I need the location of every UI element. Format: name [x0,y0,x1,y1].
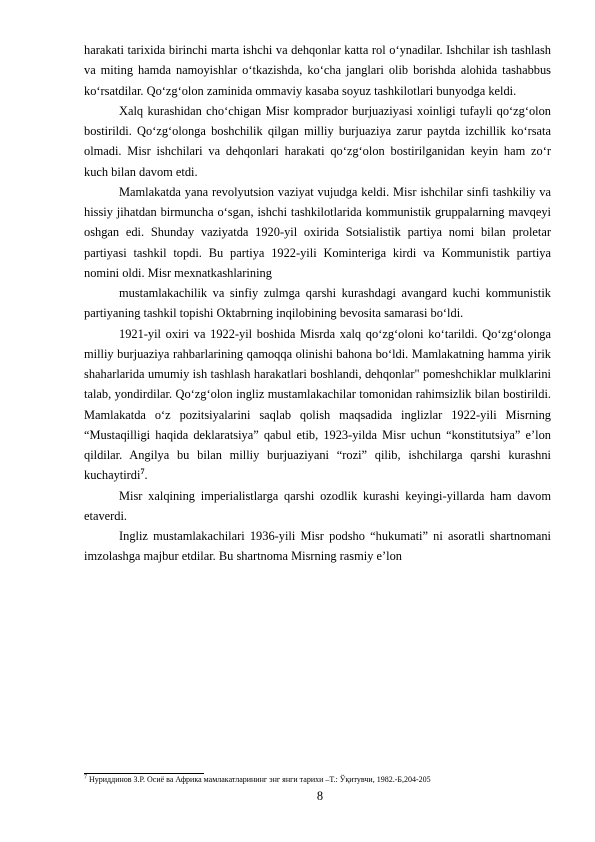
page-number: 8 [316,789,324,803]
footnote-reference: 7 [140,467,145,477]
paragraph-5 [84,324,551,486]
paragraph-1: harakati tarixida birinchi marta ishchi va dehqonlar katta rol o‘ynadilar. Ishchilar ish tashlash va miting hamda namoyishlar o‘tkazishda, ko‘cha janglari olib borishda alohida tashabbus ko‘rsatdilar. Qo‘zg‘olon zaminida ommaviy kasaba soyuz tashkilotlari bunyodga keldi. [84,43,551,98]
paragraph-3: Mamlakatda yana revolyutsion vaziyat vujudga keldi. Misr ishchilar sinfi tashkiliy va hissiy jihatdan birmuncha o‘sgan, ishchi tashkilotlarida kommunistik gruppalarning mavqeyi oshgan edi. Shunday vaziyatda 1920-yil oxirida Sotsialistik partiya nomi bilan proletar partiyasi tashkil topdi. Bu partiya 1922-yili Kominteriga kirdi va Kommunistik partiya nomini oldi. Misr mexnatkashlarining [84,184,551,280]
footnote-mark: 7 [84,774,87,781]
paragraph-4: mustamlakachilik va sinfiy zulmga qarshi kurashdagi avangard kuchi kommunistik partiyaning tashkil topishi Oktabrning inqilobining bevosita samarasi bo‘ldi. [84,286,551,321]
footnote [84,774,551,785]
main-text [84,40,551,567]
footnote-text: Нуриддинов З.Р. Осиё ва Африка мамлакатларининг энг янги тарихи –Т.: Ўқитувчи, 1982.-Б,204-205 [87,775,431,784]
paragraph-6: Misr xalqining imperialistlarga qarshi ozodlik kurashi keyingi-yillarda ham davom etaverdi. [84,488,551,523]
paragraph-5-end: . [144,468,148,483]
paragraph-2: Xalq kurashidan cho‘chigan Misr komprador burjuaziyasi xoinligi tufayli qo‘zg‘olon bostirildi. Qo‘zg‘olonga boshchilik qilgan milliy burjuaziya zarur paytda izchillik ko‘rsata olmadi. Misr ishchilari va dehqonlari harakati qo‘zg‘olon bostirilganidan keyin ham zo‘r kuch bilan davom etdi. [84,103,551,179]
paragraph-7: Ingliz mustamlakachilari 1936-yili Misr podsho “hukumati” ni asoratli shartnomani imzolashga majbur etdilar. Bu shartnoma Misrning rasmiy e’lon [84,529,551,564]
paragraph-5-text: 1921-yil oxiri va 1922-yil boshida Misrda xalq qo‘zg‘oloni ko‘tarildi. Qo‘zg‘olonga milliy burjuaziya rahbarlarining qamoqqa olinishi bahona bo‘ldi. Mamlakatning hamma yirik shaharlarida umumiy ish tashlash harakatlari boshlandi, dehqonlar" pomeshchiklar mulklarini talab, yondirdilar. Qo‘zg‘olon ingliz mustamlakachilar tomonidan rahimsizlik bilan bostirildi. Mamlakatda o‘z pozitsiyalarini saqlab qolish maqsadida inglizlar 1922-yili Misrning “Mustaqilligi haqida deklaratsiya” qabul etib, 1923-yilda Misr uchun “konstitutsiya” e’lon qildilar. Angilya bu bilan milliy burjuaziyani “rozi” qilib, ishchilarga qarshi kurashni kuchaytirdi [84,326,551,483]
